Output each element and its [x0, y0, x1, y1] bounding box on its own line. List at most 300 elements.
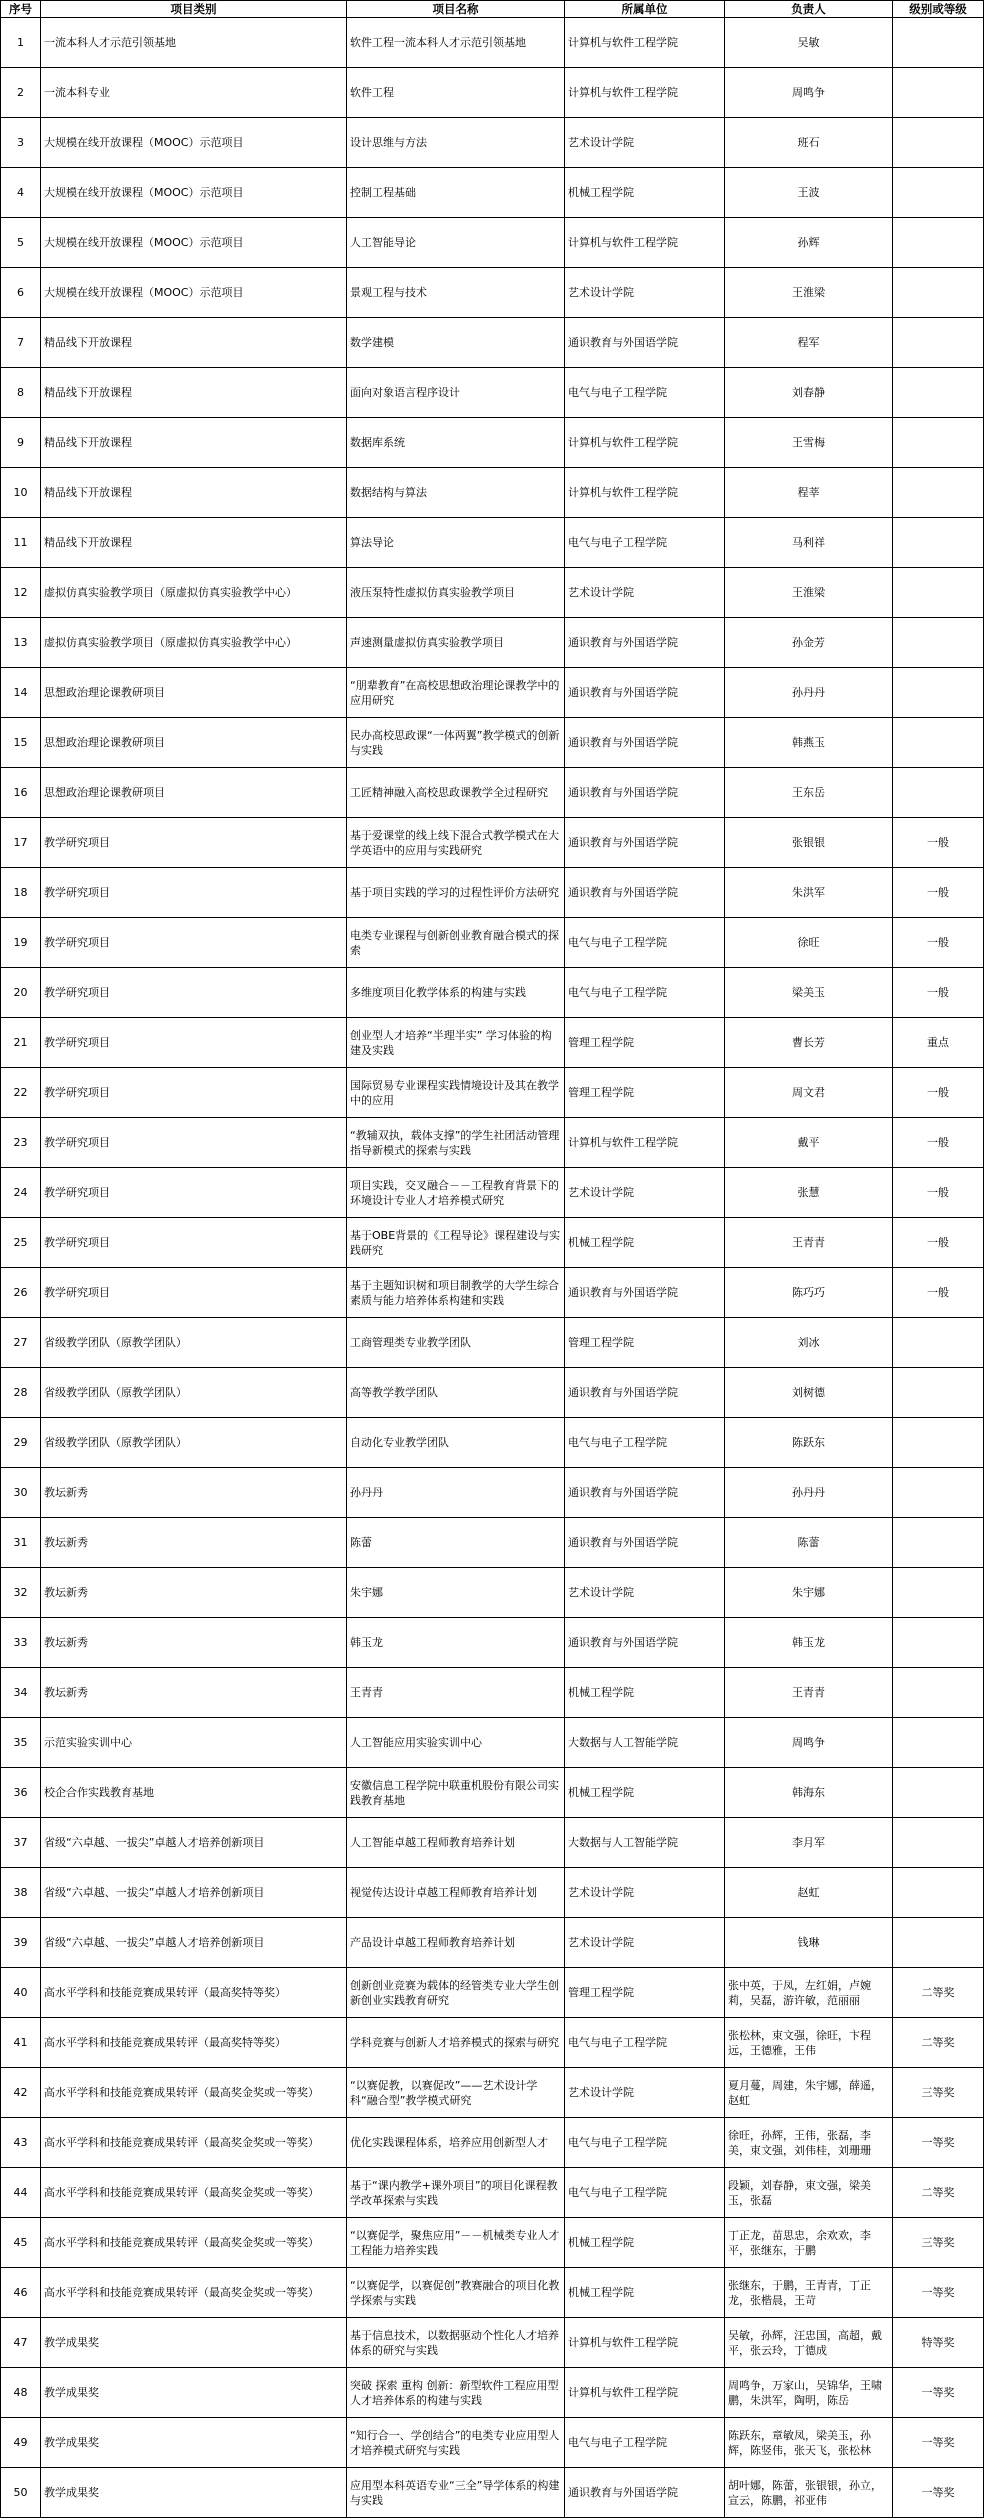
cell-category: 精品线下开放课程 [41, 318, 347, 368]
cell-category: 教学成果奖 [41, 2368, 347, 2418]
table-row [1, 1218, 984, 1268]
table-row [1, 718, 984, 768]
cell-seq: 31 [1, 1518, 41, 1568]
cell-category: 教学研究项目 [41, 868, 347, 918]
cell-category: 思想政治理论课教研项目 [41, 768, 347, 818]
cell-unit: 机械工程学院 [565, 2218, 725, 2268]
cell-leader: 段颖，刘春静，束文强，梁美玉，张磊 [725, 2168, 893, 2218]
cell-seq: 28 [1, 1368, 41, 1418]
cell-unit: 艺术设计学院 [565, 1568, 725, 1618]
cell-unit: 通识教育与外国语学院 [565, 2468, 725, 2518]
cell-project-name: 民办高校思政课“一体两翼”教学模式的创新与实践 [347, 718, 565, 768]
cell-seq: 29 [1, 1418, 41, 1468]
cell-level [893, 218, 984, 268]
cell-leader: 丁正龙，苗思忠，余欢欢，李平，张继东，于鹏 [725, 2218, 893, 2268]
cell-seq: 42 [1, 2068, 41, 2118]
cell-unit: 计算机与软件工程学院 [565, 218, 725, 268]
cell-seq: 50 [1, 2468, 41, 2518]
cell-unit: 计算机与软件工程学院 [565, 468, 725, 518]
cell-level [893, 668, 984, 718]
cell-seq: 17 [1, 818, 41, 868]
cell-level [893, 1318, 984, 1368]
table-row [1, 1618, 984, 1668]
cell-leader: 赵虹 [725, 1868, 893, 1918]
cell-category: 教坛新秀 [41, 1568, 347, 1618]
cell-unit: 艺术设计学院 [565, 1918, 725, 1968]
table-row [1, 1368, 984, 1418]
cell-project-name: 产品设计卓越工程师教育培养计划 [347, 1918, 565, 1968]
cell-category: 精品线下开放课程 [41, 468, 347, 518]
cell-unit: 管理工程学院 [565, 1068, 725, 1118]
cell-seq: 38 [1, 1868, 41, 1918]
table-row [1, 118, 984, 168]
table-row [1, 68, 984, 118]
cell-level: 重点 [893, 1018, 984, 1068]
cell-unit: 大数据与人工智能学院 [565, 1718, 725, 1768]
cell-leader: 马利祥 [725, 518, 893, 568]
table-row [1, 2368, 984, 2418]
cell-category: 教坛新秀 [41, 1518, 347, 1568]
cell-leader: 张中英，于凤，左红娟，卢婉莉，吴磊，游许敏，范丽丽 [725, 1968, 893, 2018]
cell-level [893, 1868, 984, 1918]
cell-category: 教学研究项目 [41, 1268, 347, 1318]
cell-leader: 周文君 [725, 1068, 893, 1118]
cell-unit: 管理工程学院 [565, 1968, 725, 2018]
cell-category: 精品线下开放课程 [41, 518, 347, 568]
cell-seq: 23 [1, 1118, 41, 1168]
cell-project-name: 控制工程基础 [347, 168, 565, 218]
cell-unit: 机械工程学院 [565, 168, 725, 218]
cell-level [893, 1418, 984, 1468]
cell-seq: 27 [1, 1318, 41, 1368]
cell-category: 虚拟仿真实验教学项目（原虚拟仿真实验教学中心） [41, 618, 347, 668]
cell-level: 一等奖 [893, 2468, 984, 2518]
cell-category: 教学研究项目 [41, 1168, 347, 1218]
cell-category: 教学研究项目 [41, 1018, 347, 1068]
cell-seq: 14 [1, 668, 41, 718]
cell-leader: 王淮梁 [725, 568, 893, 618]
cell-level: 二等奖 [893, 1968, 984, 2018]
cell-leader: 陈蕾 [725, 1518, 893, 1568]
table-row [1, 1918, 984, 1968]
cell-leader: 周鸣争 [725, 68, 893, 118]
cell-level [893, 468, 984, 518]
cell-level: 一般 [893, 1218, 984, 1268]
cell-category: 一流本科专业 [41, 68, 347, 118]
cell-level: 二等奖 [893, 2168, 984, 2218]
cell-seq: 11 [1, 518, 41, 568]
table-row [1, 2268, 984, 2318]
cell-leader: 周鸣争，万家山，吴锦华，王啸鹏，朱洪军，陶明，陈岳 [725, 2368, 893, 2418]
cell-unit: 通识教育与外国语学院 [565, 818, 725, 868]
cell-level [893, 1518, 984, 1568]
cell-category: 省级“六卓越、一拔尖”卓越人才培养创新项目 [41, 1818, 347, 1868]
cell-project-name: 景观工程与技术 [347, 268, 565, 318]
table-row [1, 2468, 984, 2518]
cell-project-name: 基于项目实践的学习的过程性评价方法研究 [347, 868, 565, 918]
header-unit: 所属单位 [565, 1, 725, 18]
cell-unit: 通识教育与外国语学院 [565, 1468, 725, 1518]
table-row [1, 1268, 984, 1318]
cell-level: 二等奖 [893, 2018, 984, 2068]
cell-unit: 电气与电子工程学院 [565, 2418, 725, 2468]
cell-leader: 吴敏 [725, 18, 893, 68]
cell-category: 精品线下开放课程 [41, 368, 347, 418]
cell-leader: 孙丹丹 [725, 668, 893, 718]
cell-project-name: 多维度项目化教学体系的构建与实践 [347, 968, 565, 1018]
cell-leader: 胡叶娜，陈蕾，张银银，孙立，宣云，陈鹏，祁亚伟 [725, 2468, 893, 2518]
cell-category: 大规模在线开放课程（MOOC）示范项目 [41, 118, 347, 168]
cell-project-name: “以赛促学，以赛促创”教赛融合的项目化教学探索与实践 [347, 2268, 565, 2318]
cell-leader: 班石 [725, 118, 893, 168]
table-row [1, 468, 984, 518]
table-row [1, 1418, 984, 1468]
table-header [1, 1, 984, 18]
cell-category: 高水平学科和技能竞赛成果转评（最高奖金奖或一等奖） [41, 2218, 347, 2268]
cell-unit: 通识教育与外国语学院 [565, 1368, 725, 1418]
table-row [1, 418, 984, 468]
cell-project-name: 韩玉龙 [347, 1618, 565, 1668]
cell-unit: 计算机与软件工程学院 [565, 2318, 725, 2368]
cell-seq: 2 [1, 68, 41, 118]
table-row [1, 2118, 984, 2168]
table-row [1, 218, 984, 268]
cell-category: 教学成果奖 [41, 2468, 347, 2518]
cell-project-name: 声速测量虚拟仿真实验教学项目 [347, 618, 565, 668]
cell-category: 省级教学团队（原教学团队） [41, 1368, 347, 1418]
cell-leader: 程莘 [725, 468, 893, 518]
table-row [1, 2018, 984, 2068]
cell-project-name: “以赛促学，聚焦应用”－－机械类专业人才工程能力培养实践 [347, 2218, 565, 2268]
table-row [1, 1768, 984, 1818]
cell-project-name: 人工智能应用实验实训中心 [347, 1718, 565, 1768]
cell-unit: 艺术设计学院 [565, 568, 725, 618]
cell-leader: 夏月蔓，周建，朱宇娜，薛遥，赵虹 [725, 2068, 893, 2118]
cell-category: 思想政治理论课教研项目 [41, 668, 347, 718]
cell-unit: 电气与电子工程学院 [565, 1418, 725, 1468]
cell-project-name: 工商管理类专业教学团队 [347, 1318, 565, 1368]
cell-level: 特等奖 [893, 2318, 984, 2368]
cell-level: 三等奖 [893, 2218, 984, 2268]
table-row [1, 1068, 984, 1118]
cell-level [893, 1368, 984, 1418]
cell-unit: 管理工程学院 [565, 1018, 725, 1068]
cell-unit: 通识教育与外国语学院 [565, 768, 725, 818]
cell-level: 一等奖 [893, 2118, 984, 2168]
table-row [1, 568, 984, 618]
cell-seq: 13 [1, 618, 41, 668]
cell-seq: 47 [1, 2318, 41, 2368]
table-body [1, 18, 984, 2518]
cell-project-name: 软件工程 [347, 68, 565, 118]
cell-leader: 王淮梁 [725, 268, 893, 318]
cell-level [893, 518, 984, 568]
cell-seq: 1 [1, 18, 41, 68]
cell-project-name: 项目实践，交叉融合－－工程教育背景下的环境设计专业人才培养模式研究 [347, 1168, 565, 1218]
cell-leader: 刘春静 [725, 368, 893, 418]
cell-category: 大规模在线开放课程（MOOC）示范项目 [41, 168, 347, 218]
cell-project-name: 人工智能导论 [347, 218, 565, 268]
cell-leader: 徐旺 [725, 918, 893, 968]
table-row [1, 518, 984, 568]
cell-category: 教学研究项目 [41, 1118, 347, 1168]
cell-project-name: 人工智能卓越工程师教育培养计划 [347, 1818, 565, 1868]
cell-level [893, 418, 984, 468]
cell-unit: 电气与电子工程学院 [565, 2168, 725, 2218]
table-row [1, 168, 984, 218]
table-row [1, 1518, 984, 1568]
table-row [1, 768, 984, 818]
cell-leader: 王雪梅 [725, 418, 893, 468]
cell-seq: 45 [1, 2218, 41, 2268]
cell-leader: 王波 [725, 168, 893, 218]
cell-unit: 通识教育与外国语学院 [565, 618, 725, 668]
cell-unit: 电气与电子工程学院 [565, 2118, 725, 2168]
cell-category: 高水平学科和技能竞赛成果转评（最高奖金奖或一等奖） [41, 2168, 347, 2218]
cell-category: 校企合作实践教育基地 [41, 1768, 347, 1818]
cell-unit: 艺术设计学院 [565, 268, 725, 318]
cell-level [893, 318, 984, 368]
cell-unit: 通识教育与外国语学院 [565, 1618, 725, 1668]
cell-seq: 9 [1, 418, 41, 468]
cell-seq: 46 [1, 2268, 41, 2318]
cell-project-name: “以赛促教，以赛促改”——艺术设计学科“融合型”教学模式研究 [347, 2068, 565, 2118]
cell-project-name: 设计思维与方法 [347, 118, 565, 168]
table-row [1, 1818, 984, 1868]
cell-project-name: 基于“课内教学+课外项目”的项目化课程教学改革探索与实践 [347, 2168, 565, 2218]
cell-unit: 艺术设计学院 [565, 2068, 725, 2118]
cell-unit: 电气与电子工程学院 [565, 918, 725, 968]
cell-project-name: 自动化专业教学团队 [347, 1418, 565, 1468]
cell-unit: 计算机与软件工程学院 [565, 2368, 725, 2418]
cell-project-name: 应用型本科英语专业“三全”导学体系的构建与实践 [347, 2468, 565, 2518]
cell-project-name: 软件工程一流本科人才示范引领基地 [347, 18, 565, 68]
cell-unit: 管理工程学院 [565, 1318, 725, 1368]
cell-level: 一般 [893, 1268, 984, 1318]
cell-unit: 通识教育与外国语学院 [565, 718, 725, 768]
cell-category: 省级教学团队（原教学团队） [41, 1318, 347, 1368]
cell-category: 虚拟仿真实验教学项目（原虚拟仿真实验教学中心） [41, 568, 347, 618]
cell-unit: 通识教育与外国语学院 [565, 1268, 725, 1318]
table-row [1, 668, 984, 718]
cell-project-name: 创业型人才培养“半理半实” 学习体验的构建及实践 [347, 1018, 565, 1068]
cell-seq: 22 [1, 1068, 41, 1118]
cell-seq: 33 [1, 1618, 41, 1668]
table-row [1, 918, 984, 968]
cell-leader: 韩玉龙 [725, 1618, 893, 1668]
cell-project-name: 安徽信息工程学院中联重机股份有限公司实践教育基地 [347, 1768, 565, 1818]
cell-leader: 张继东，于鹏，王青青，丁正龙，张楷晨，王苛 [725, 2268, 893, 2318]
cell-level [893, 68, 984, 118]
cell-seq: 34 [1, 1668, 41, 1718]
table-row [1, 968, 984, 1018]
cell-leader: 梁美玉 [725, 968, 893, 1018]
cell-seq: 37 [1, 1818, 41, 1868]
cell-seq: 21 [1, 1018, 41, 1068]
cell-unit: 艺术设计学院 [565, 1168, 725, 1218]
cell-category: 教学研究项目 [41, 1218, 347, 1268]
cell-seq: 15 [1, 718, 41, 768]
cell-leader: 戴平 [725, 1118, 893, 1168]
cell-level: 一般 [893, 1168, 984, 1218]
cell-level [893, 1818, 984, 1868]
cell-project-name: 基于信息技术，以数据驱动个性化人才培养体系的研究与实践 [347, 2318, 565, 2368]
cell-unit: 艺术设计学院 [565, 118, 725, 168]
cell-project-name: 数学建模 [347, 318, 565, 368]
cell-level: 一般 [893, 868, 984, 918]
cell-category: 省级“六卓越、一拔尖”卓越人才培养创新项目 [41, 1918, 347, 1968]
cell-project-name: “朋辈教育”在高校思想政治理论课教学中的应用研究 [347, 668, 565, 718]
cell-level [893, 1718, 984, 1768]
table-row [1, 868, 984, 918]
cell-seq: 5 [1, 218, 41, 268]
cell-unit: 通识教育与外国语学院 [565, 1518, 725, 1568]
cell-project-name: 孙丹丹 [347, 1468, 565, 1518]
cell-project-name: 工匠精神融入高校思政课教学全过程研究 [347, 768, 565, 818]
cell-project-name: 国际贸易专业课程实践情境设计及其在教学中的应用 [347, 1068, 565, 1118]
cell-project-name: 优化实践课程体系，培养应用创新型人才 [347, 2118, 565, 2168]
cell-project-name: 基于主题知识树和项目制教学的大学生综合素质与能力培养体系构建和实践 [347, 1268, 565, 1318]
cell-leader: 朱宇娜 [725, 1568, 893, 1618]
cell-level: 三等奖 [893, 2068, 984, 2118]
cell-level [893, 368, 984, 418]
cell-category: 教学研究项目 [41, 968, 347, 1018]
cell-leader: 朱洪军 [725, 868, 893, 918]
cell-unit: 大数据与人工智能学院 [565, 1818, 725, 1868]
cell-seq: 16 [1, 768, 41, 818]
cell-level [893, 1468, 984, 1518]
cell-category: 高水平学科和技能竞赛成果转评（最高奖特等奖） [41, 1968, 347, 2018]
table-row [1, 1718, 984, 1768]
cell-leader: 张慧 [725, 1168, 893, 1218]
cell-seq: 10 [1, 468, 41, 518]
cell-category: 教坛新秀 [41, 1468, 347, 1518]
cell-unit: 机械工程学院 [565, 2268, 725, 2318]
cell-seq: 4 [1, 168, 41, 218]
header-seq: 序号 [1, 1, 41, 18]
cell-leader: 王青青 [725, 1218, 893, 1268]
cell-leader: 刘冰 [725, 1318, 893, 1368]
cell-project-name: 陈蕾 [347, 1518, 565, 1568]
cell-project-name: 突破 探索 重构 创新：新型软件工程应用型人才培养体系的构建与实践 [347, 2368, 565, 2418]
cell-project-name: 王青青 [347, 1668, 565, 1718]
cell-seq: 8 [1, 368, 41, 418]
cell-project-name: 数据结构与算法 [347, 468, 565, 518]
cell-category: 高水平学科和技能竞赛成果转评（最高奖金奖或一等奖） [41, 2268, 347, 2318]
cell-seq: 18 [1, 868, 41, 918]
cell-leader: 陈跃东，章敏凤，梁美玉，孙辉，陈竖伟，张天飞，张松林 [725, 2418, 893, 2468]
cell-project-name: “知行合一、学创结合”的电类专业应用型人才培养模式研究与实践 [347, 2418, 565, 2468]
cell-category: 示范实验实训中心 [41, 1718, 347, 1768]
cell-category: 高水平学科和技能竞赛成果转评（最高奖金奖或一等奖） [41, 2118, 347, 2168]
cell-level: 一般 [893, 918, 984, 968]
table-row [1, 1668, 984, 1718]
cell-category: 精品线下开放课程 [41, 418, 347, 468]
table-row [1, 1168, 984, 1218]
cell-level: 一等奖 [893, 2368, 984, 2418]
cell-level [893, 1668, 984, 1718]
cell-unit: 计算机与软件工程学院 [565, 1118, 725, 1168]
cell-category: 教学成果奖 [41, 2318, 347, 2368]
cell-project-name: “教辅双执，载体支撑”的学生社团活动管理指导新模式的探索与实践 [347, 1118, 565, 1168]
cell-seq: 40 [1, 1968, 41, 2018]
table-row [1, 368, 984, 418]
header-row [1, 1, 984, 18]
cell-unit: 机械工程学院 [565, 1668, 725, 1718]
cell-leader: 王东岳 [725, 768, 893, 818]
cell-level [893, 568, 984, 618]
cell-level [893, 168, 984, 218]
cell-level [893, 118, 984, 168]
table-row [1, 2068, 984, 2118]
cell-leader: 周鸣争 [725, 1718, 893, 1768]
cell-seq: 36 [1, 1768, 41, 1818]
cell-category: 一流本科人才示范引领基地 [41, 18, 347, 68]
cell-unit: 电气与电子工程学院 [565, 368, 725, 418]
cell-seq: 44 [1, 2168, 41, 2218]
cell-seq: 26 [1, 1268, 41, 1318]
cell-seq: 19 [1, 918, 41, 968]
cell-seq: 48 [1, 2368, 41, 2418]
cell-seq: 12 [1, 568, 41, 618]
cell-seq: 41 [1, 2018, 41, 2068]
cell-level [893, 1568, 984, 1618]
cell-level: 一般 [893, 818, 984, 868]
cell-leader: 韩燕玉 [725, 718, 893, 768]
cell-leader: 孙金芳 [725, 618, 893, 668]
cell-seq: 20 [1, 968, 41, 1018]
cell-leader: 张银银 [725, 818, 893, 868]
table-row [1, 318, 984, 368]
cell-category: 教学成果奖 [41, 2418, 347, 2468]
cell-seq: 25 [1, 1218, 41, 1268]
cell-level [893, 718, 984, 768]
cell-level: 一般 [893, 968, 984, 1018]
header-project-name: 项目名称 [347, 1, 565, 18]
cell-project-name: 基于爱课堂的线上线下混合式教学模式在大学英语中的应用与实践研究 [347, 818, 565, 868]
table-row [1, 618, 984, 668]
cell-leader: 李月军 [725, 1818, 893, 1868]
cell-category: 省级教学团队（原教学团队） [41, 1418, 347, 1468]
cell-leader: 程军 [725, 318, 893, 368]
cell-seq: 39 [1, 1918, 41, 1968]
cell-project-name: 视觉传达设计卓越工程师教育培养计划 [347, 1868, 565, 1918]
cell-project-name: 学科竞赛与创新人才培养模式的探索与研究 [347, 2018, 565, 2068]
cell-leader: 陈跃东 [725, 1418, 893, 1468]
cell-seq: 43 [1, 2118, 41, 2168]
cell-category: 教坛新秀 [41, 1668, 347, 1718]
cell-level [893, 618, 984, 668]
cell-leader: 王青青 [725, 1668, 893, 1718]
cell-project-name: 基于OBE背景的《工程导论》课程建设与实践研究 [347, 1218, 565, 1268]
cell-seq: 35 [1, 1718, 41, 1768]
cell-level: 一等奖 [893, 2418, 984, 2468]
cell-seq: 24 [1, 1168, 41, 1218]
table-row [1, 1118, 984, 1168]
cell-level: 一般 [893, 1068, 984, 1118]
cell-unit: 通识教育与外国语学院 [565, 868, 725, 918]
header-category: 项目类别 [41, 1, 347, 18]
cell-seq: 7 [1, 318, 41, 368]
cell-leader: 徐旺，孙辉，王伟，张磊，李美，束文强，刘伟桂，刘珊珊 [725, 2118, 893, 2168]
header-level: 级别或等级 [893, 1, 984, 18]
table-row [1, 18, 984, 68]
cell-unit: 电气与电子工程学院 [565, 968, 725, 1018]
header-leader: 负责人 [725, 1, 893, 18]
cell-category: 教学研究项目 [41, 918, 347, 968]
cell-seq: 30 [1, 1468, 41, 1518]
cell-level [893, 768, 984, 818]
